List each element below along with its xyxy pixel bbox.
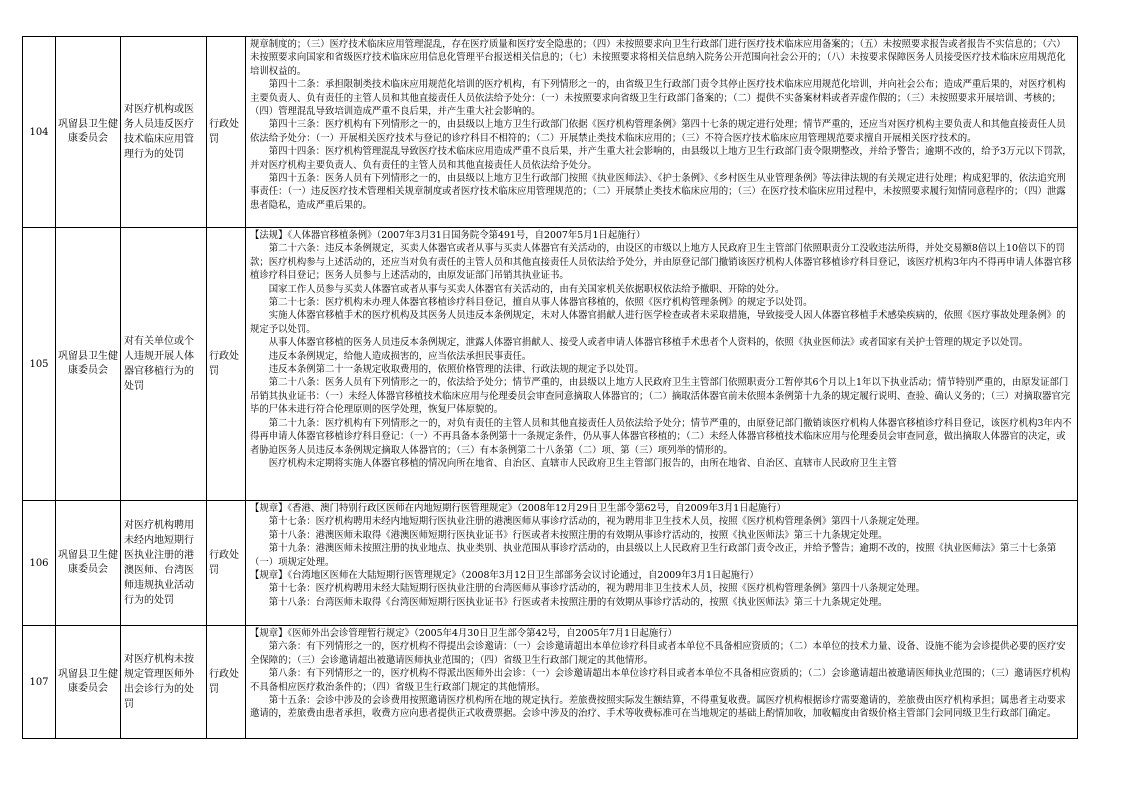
penalty-item: 对医疗机构未按规定管理医师外出会诊行为的处罚 [121,626,207,739]
penalty-table [22,36,1078,739]
legal-basis [246,228,1078,501]
implementing-agency: 巩留县卫生健康委员会 [56,501,121,626]
basis-paragraph: 第四十五条：医务人员有下列情形之一的，由县级以上地方卫生行政部门按照《执业医师法》、《护士条例》、《乡村医生从业管理条例》等法律法规的有关规定进行处理；构成犯罪的，依法追究刑事责任：（一）违反医疗技术管理相关规章制度或者医疗技术临床应用管理规范的；（二）开展禁止类技术临床应用的；（三）在医疗技术临床应用过程中，未按照要求履行知情同意程序的；（四）泄露患者隐私，造成严重后果的。 [250,173,1066,211]
basis-paragraph: 第六条：有下列情形之一的，医疗机构不得提出会诊邀请：（一）会诊邀请超出本单位诊疗科目或者本单位不具备相应资质的；（二）本单位的技术力量、设备、设施不能为会诊提供必要的医疗安全保障的；（三）会诊邀请超出被邀请医师执业范围的；（四）省级卫生行政部门规定的其他情形。 [250,641,1066,666]
basis-paragraph: 第十九条：港澳医师未按照注册的执业地点、执业类别、执业范围从事诊疗活动的，由县级以上人民政府卫生行政部门责令改正，并给予警告；逾期不改的，按照《执业医师法》第三十七条第（一）项规定处理。 [250,543,1057,568]
row-number: 107 [23,626,56,739]
basis-paragraph: 第十五条：会诊中涉及的会诊费用按照邀请医疗机构所在地的规定执行。差旅费按照实际发生额结算，不得重复收费。属医疗机构根据诊疗需要邀请的，差旅费由医疗机构承担；属患者主动要求邀请的，差旅费由患者承担，收费方应向患者提供正式收费票据。会诊中涉及的治疗、手术等收费标准可在当地规定的基础上酌情加收，加收幅度由省级价格主管部门会同同级卫生行政部门确定。 [250,695,1066,720]
row-number: 104 [23,37,56,228]
basis-paragraph: 【规章】《台湾地区医师在大陆短期行医管理规定》（2008年3月12日卫生部部务会议讨论通过，自2009年3月1日起施行） [250,570,759,582]
penalty-type: 行政处罚 [207,37,246,228]
penalty-item: 对医疗机构或医务人员违反医疗技术临床应用管理行为的处罚 [121,37,207,228]
basis-paragraph: 第二十九条：医疗机构有下列情形之一的，对负有责任的主管人员和其他直接责任人员依法给予处分；情节严重的，由原登记部门撤销该医疗机构人体器官移植诊疗科目登记，该医疗机构3年内不得再申请人体器官移植诊疗科目登记：（一）不再具备本条例第十一条规定条件，仍从事人体器官移植的；（二）未经人体器官移植技术临床应用与伦理委员会审查同意，做出摘取人体器官的决定，或者胁迫医务人员违反本条例规定摘取人体器官的；（三）有本条例第二十八条第（二）项、第（三）项列举的情形的。 [250,417,1072,456]
basis-paragraph: 【法规】《人体器官移植条例》（2007年3月31日国务院令第491号，自2007年5月1日起施行） [250,230,646,241]
basis-paragraph: 第四十二条：承担限制类技术临床应用规范化培训的医疗机构，有下列情形之一的，由省级卫生行政部门责令其停止医疗技术临床应用规范化培训，并向社会公布；造成严重后果的，对医疗机构主要负责人、负有责任的主管人员和其他直接责任人员依法给予处分：（一）未按照要求向省级卫生行政部门备案的；（二）提供不实备案材料或者弄虚作假的；（三）未按照要求开展培训、考核的；（四）管理混乱导致培训造成严重不良后果，并产生重大社会影响的。 [250,79,1066,118]
row-number: 106 [23,501,56,626]
basis-paragraph: 第十七条：医疗机构聘用未经大陆短期行医执业注册的台湾医师从事诊疗活动的，视为聘用非卫生技术人员，按照《医疗机构管理条例》第四十八条规定处理。 [268,583,926,595]
basis-paragraph: 【规章】《香港、澳门特别行政区医师在内地短期行医管理规定》（2008年12月29日卫生部令第62号，自2009年3月1日起施行） [250,503,787,514]
basis-paragraph: 医疗机构未定期将实施人体器官移植的情况向所在地省、自治区、直辖市人民政府卫生主管部门报告的，由所在地省、自治区、直辖市人民政府卫生主管 [268,457,897,469]
basis-paragraph: 第二十八条：医务人员有下列情形之一的，依法给予处分；情节严重的，由县级以上地方人民政府卫生主管部门依照职责分工暂停其6个月以上1年以下执业活动；情节特别严重的，由原发证部门吊销其执业证书：（一）未经人体器官移植技术临床应用与伦理委员会审查同意摘取人体器官的；（二）摘取活体器官前未依照本条例第十九条的规定履行说明、查验、确认义务的；（三）对摘取器官完毕的尸体未进行符合伦理原则的医学处理，恢复尸体原貌的。 [250,377,1071,416]
basis-paragraph: 【规章】《医师外出会诊管理暂行规定》（2005年4月30日卫生部令第42号，自2005年7月1日起施行） [250,628,677,639]
basis-paragraph: 规章制度的；（三）医疗技术临床应用管理混乱，存在医疗质量和医疗安全隐患的；（四）未按照要求向卫生行政部门进行医疗技术临床应用备案的；（五）未按照要求报告或者报告不实信息的；（六）未按照要求向国家和省级医疗技术临床应用信息化管理平台报送相关信息的；（七）未按照要求将相关信息纳入院务公开范围向社会公开的；（八）未按要求保障医务人员接受医疗技术临床应用规范化培训权益的。 [250,39,1066,77]
row-number: 105 [23,228,56,501]
basis-paragraph: 第二十七条：医疗机构未办理人体器官移植诊疗科目登记，擅自从事人体器官移植的，依照《医疗机构管理条例》的规定予以处罚。 [268,297,813,309]
implementing-agency: 巩留县卫生健康委员会 [56,228,121,501]
basis-paragraph: 第四十四条：医疗机构管理混乱导致医疗技术临床应用造成严重不良后果，并产生重大社会影响的，由县级以上地方卫生行政部门责令限期整改，并给予警告；逾期不改的，给予3万元以下罚款，并对医疗机构主要负责人、负有责任的主管人员和其他直接责任人员依法给予处分。 [250,146,1072,171]
basis-paragraph: 实施人体器官移植手术的医疗机构及其医务人员违反本条例规定，未对人体器官捐献人进行医学检查或者未采取措施，导致接受人因人体器官移植手术感染疾病的，依照《医疗事故处理条例》的规定予以处罚。 [250,310,1066,335]
basis-paragraph: 第二十六条：违反本条例规定，买卖人体器官或者从事与买卖人体器官有关活动的，由设区的市级以上地方人民政府卫生主管部门依照职责分工没收违法所得，并处交易额8倍以上10倍以下的罚款；医疗机构参与上述活动的，还应当对负有责任的主管人员和其他直接责任人员依法给予处分，并由原登记部门撤销该医疗机构人体器官移植诊疗科目登记，该医疗机构3年内不得再申请人体器官移植诊疗科目登记；医务人员参与上述活动的，由原发证部门吊销其执业证书。 [250,243,1072,282]
basis-paragraph: 从事人体器官移植的医务人员违反本条例规定，泄露人体器官捐献人、接受人或者申请人体器官移植手术患者个人资料的，依照《执业医师法》或者国家有关护士管理的规定予以处罚。 [268,337,1029,349]
implementing-agency: 巩留县卫生健康委员会 [56,37,121,228]
penalty-item: 对有关单位或个人违规开展人体器官移植行为的处罚 [121,228,207,501]
basis-paragraph: 第八条：有下列情形之一的，医疗机构不得派出医师外出会诊：（一）会诊邀请超出本单位诊疗科目或者本单位不具备相应资质的；（二）会诊邀请超出被邀请医师执业范围的；（三）邀请医疗机构不具备相应医疗救治条件的；（四）省级卫生行政部门规定的其他情形。 [250,668,1071,693]
table-row [23,626,1078,739]
penalty-type: 行政处罚 [207,626,246,739]
legal-basis [246,626,1078,739]
legal-basis [246,37,1078,228]
implementing-agency: 巩留县卫生健康委员会 [56,626,121,739]
basis-paragraph: 第四十三条：医疗机构有下列情形之一的，由县级以上地方卫生行政部门依据《医疗机构管理条例》第四十七条的规定进行处理；情节严重的，还应当对医疗机构主要负责人和其他直接责任人员依法给予处分：（一）开展相关医疗技术与登记的诊疗科目不相符的；（二）开展禁止类技术临床应用的；（三）不符合医疗技术临床应用管理规范要求擅自开展相关医疗技术的。 [250,119,1066,144]
basis-paragraph: 第十八条：港澳医师未取得《港澳医师短期行医执业证书》行医或者未按照注册的有效期从事诊疗活动的，按照《执业医师法》第三十九条规定处理。 [268,529,888,541]
penalty-item: 对医疗机构聘用未经内地短期行医执业注册的港澳医师、台湾医师违规执业活动行为的处罚 [121,501,207,626]
table-row [23,37,1078,228]
basis-paragraph: 第十七条：医疗机构聘用未经内地短期行医执业注册的港澳医师从事诊疗活动的，视为聘用非卫生技术人员，按照《医疗机构管理条例》第四十八条规定处理。 [268,516,926,528]
table-row [23,228,1078,501]
penalty-type: 行政处罚 [207,228,246,501]
basis-paragraph: 国家工作人员参与买卖人体器官或者从事与买卖人体器官有关活动的，由有关国家机关依据职权依法给予撤职、开除的处分。 [268,283,785,295]
penalty-type: 行政处罚 [207,501,246,626]
basis-paragraph: 第十八条：台湾医师未取得《台湾医师短期行医执业证书》行医或者未按照注册的有效期从事诊疗活动的，按照《执业医师法》第三十九条规定处理。 [268,596,888,608]
legal-basis [246,501,1078,626]
basis-paragraph: 违反本条例第二十一条规定收取费用的，依照价格管理的法律、行政法规的规定予以处罚。 [268,364,644,376]
basis-paragraph: 违反本条例规定，给他人造成损害的，应当依法承担民事责任。 [268,350,532,362]
table-row [23,501,1078,626]
